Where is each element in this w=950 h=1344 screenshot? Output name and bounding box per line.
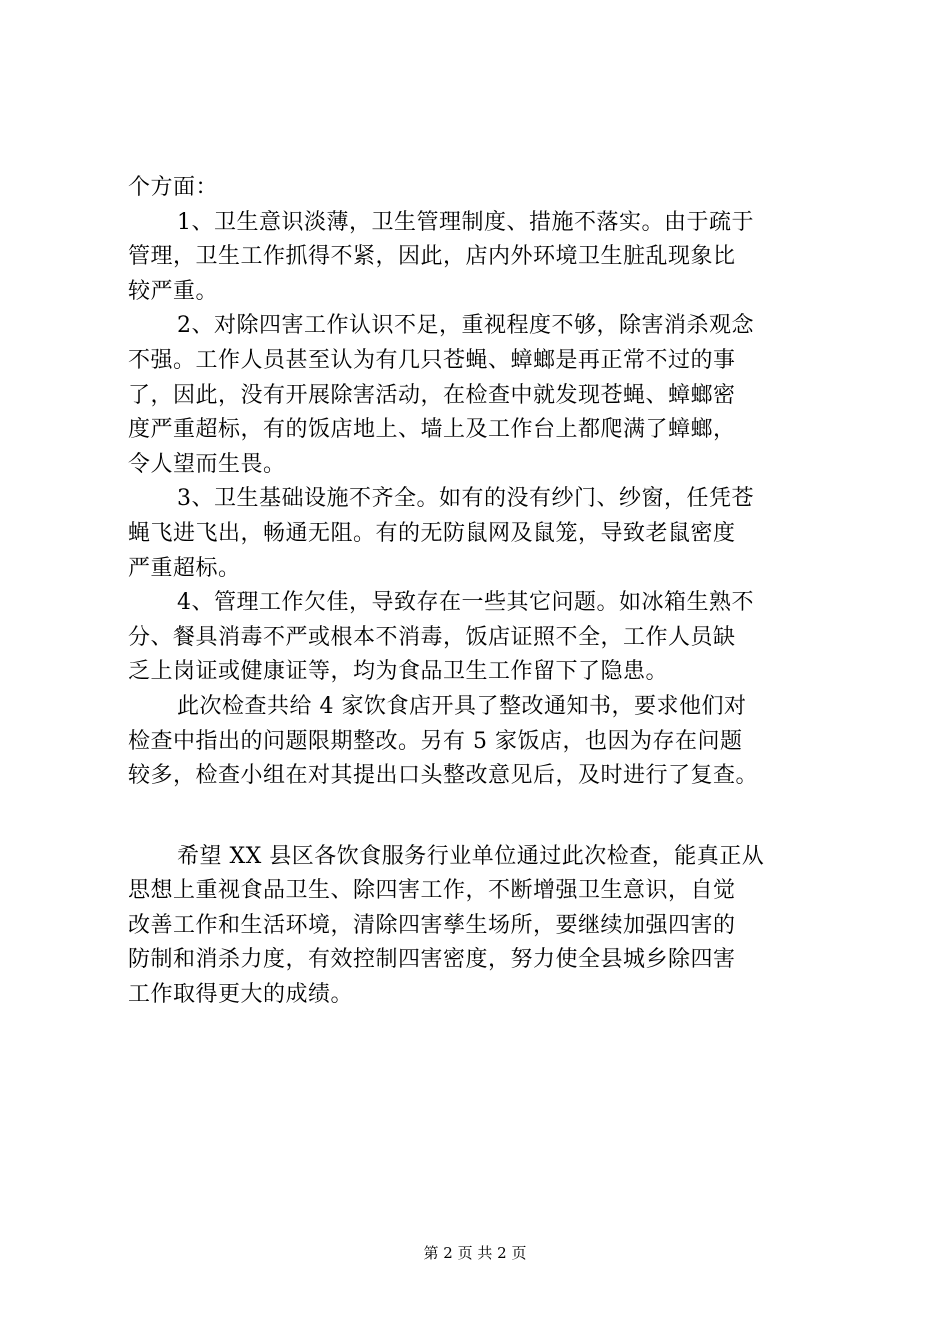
text-line: 管理，卫生工作抓得不紧，因此，店内外环境卫生脏乱现象比 <box>128 244 736 270</box>
text-line: 防制和消杀力度，有效控制四害密度，努力使全县城乡除四害 <box>128 947 736 973</box>
text-line: 蝇飞进飞出，畅通无阻。有的无防鼠网及鼠笼，导致老鼠密度 <box>128 520 736 546</box>
page-footer: 第 2 页 共 2 页 <box>423 1244 527 1262</box>
text-line: 令人望而生畏。 <box>128 451 286 477</box>
document-body <box>128 171 828 1013</box>
text-line: 较多，检查小组在对其提出口头整改意见后，及时进行了复查。 <box>128 763 759 789</box>
text-line: 4、管理工作欠佳，导致存在一些其它问题。如冰箱生熟不 <box>177 590 754 616</box>
text-line: 思想上重视食品卫生、除四害工作，不断增强卫生意识，自觉 <box>128 878 736 904</box>
text-line: 较严重。 <box>128 278 219 304</box>
text-line: 希望 XX 县区各饮食服务行业单位通过此次检查，能真正从 <box>177 843 765 869</box>
text-line: 乏上岗证或健康证等，均为食品卫生工作留下了隐患。 <box>128 659 669 685</box>
text-line: 个方面： <box>128 175 219 200</box>
text-line: 工作取得更大的成绩。 <box>128 982 354 1008</box>
text-line: 2、对除四害工作认识不足，重视程度不够，除害消杀观念 <box>177 313 754 339</box>
text-line: 检查中指出的问题限期整改。另有 5 家饭店，也因为存在问题 <box>128 728 743 754</box>
text-line: 了，因此，没有开展除害活动，在检查中就发现苍蝇、蟑螂密 <box>128 382 736 408</box>
text-line: 度严重超标，有的饭店地上、墙上及工作台上都爬满了蟑螂， <box>128 417 736 443</box>
paragraph-gap <box>128 794 828 840</box>
text-line: 严重超标。 <box>128 555 241 581</box>
text-line: 不强。工作人员甚至认为有几只苍蝇、蟑螂是再正常不过的事 <box>128 347 736 373</box>
text-line: 3、卫生基础设施不齐全。如有的没有纱门、纱窗，任凭苍 <box>177 486 754 512</box>
text-line: 1、卫生意识淡薄，卫生管理制度、措施不落实。由于疏于 <box>177 209 754 235</box>
text-line: 改善工作和生活环境，清除四害孳生场所，要继续加强四害的 <box>128 912 736 938</box>
text-line: 分、餐具消毒不严或根本不消毒，饭店证照不全，工作人员缺 <box>128 624 736 650</box>
text-line: 此次检查共给 4 家饮食店开具了整改通知书，要求他们对 <box>177 693 747 719</box>
